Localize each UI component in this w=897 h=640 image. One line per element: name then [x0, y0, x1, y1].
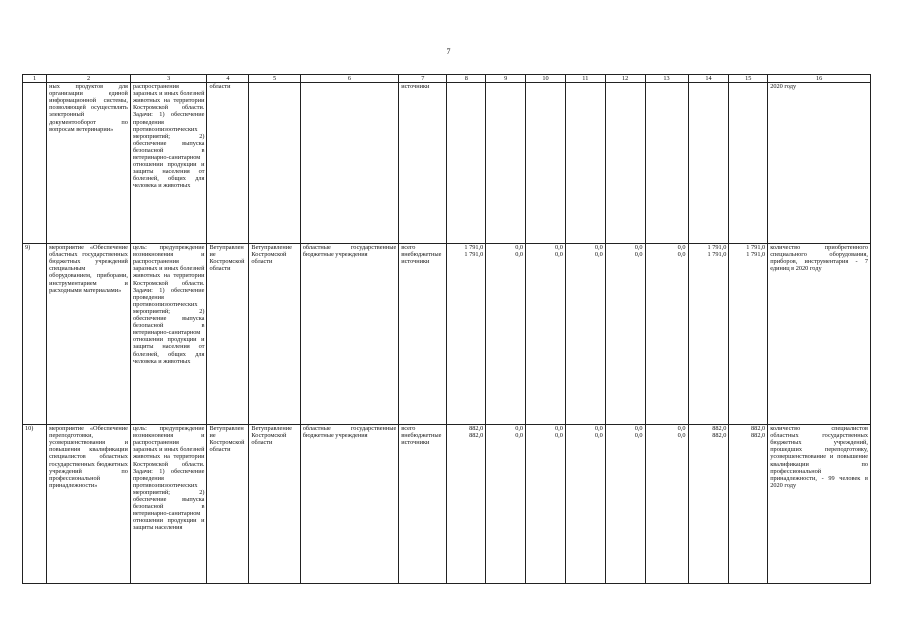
amount-cell	[565, 425, 605, 584]
amount-value: 882,0	[469, 432, 484, 440]
amount-total	[447, 425, 486, 584]
column-number: 13	[645, 75, 688, 83]
activity-name: ных продуктов для организации единой информационной системы, позволяющей осуществлять электронный документооборот по вопросам ветеринарии»	[47, 83, 131, 244]
funding-sources	[399, 83, 447, 244]
amount-value: 0,0	[555, 244, 563, 252]
amount-value: 0,0	[594, 251, 603, 259]
column-number-row	[23, 75, 871, 83]
page-number: 7	[446, 47, 451, 56]
column-number: 8	[447, 75, 486, 83]
amount-value: 0,0	[515, 244, 524, 252]
activity-goal: цель: предупреждение возникновения и распространения заразных и иных болезней животных на территории Костромской области. Задачи: 1) обеспечение проведения противоэпизоотических мероприятий; 2) обеспечение выпуска безопасной в ветеринарно-санитарном отношении продукции и защиты населения	[130, 425, 207, 584]
amount-cell	[605, 425, 645, 584]
amount-cell	[688, 425, 729, 584]
activity-name: мероприятие «Обеспечение областных государственных бюджетных учреждений специальным оборудованием, приборами, инструментарием и расходными материалами»	[47, 244, 131, 425]
source-label: внебюджетные источники	[401, 251, 442, 266]
recipient: областные государственные бюджетные учреждения	[300, 244, 399, 425]
amount-cell	[605, 83, 645, 244]
amount-cell	[605, 244, 645, 425]
participant: Ветуправление Костромской области	[249, 425, 300, 584]
source-label: всего	[401, 425, 416, 433]
amount-value: 0,0	[594, 244, 603, 252]
amount-cell	[447, 83, 486, 244]
amount-cell	[688, 83, 729, 244]
column-number: 14	[688, 75, 729, 83]
expected-result: количество приобретенного специального оборудования, приборов, инструментария - 7 единиц в 2020 году	[768, 244, 871, 425]
amount-value: 0,0	[677, 425, 686, 433]
amount-value: 882,0	[469, 425, 484, 433]
table-row	[23, 83, 871, 244]
amount-cell	[526, 425, 566, 584]
amount-value: 0,0	[634, 432, 643, 440]
row-number: 9)	[23, 244, 47, 425]
amount-value: 0,0	[515, 432, 524, 440]
amount-value: 882,0	[751, 432, 766, 440]
column-number: 10	[526, 75, 566, 83]
amount-value: 1 791,0	[707, 244, 727, 252]
column-number: 3	[130, 75, 207, 83]
amount-value: 0,0	[594, 425, 603, 433]
executor: области	[207, 83, 249, 244]
activity-goal: распространения заразных и иных болезней животных на территории Костромской области. Задачи: 1) обеспечение проведения противоэпизоотических мероприятий; 2) обеспечение выпуска безопасной в ветеринарно-санитарном отношении продукции и защиты населения от болезней, общих для человека и животных	[130, 83, 207, 244]
row-number	[23, 83, 47, 244]
amount-value: 1 791,0	[746, 251, 766, 259]
amount-total	[447, 244, 486, 425]
table-row	[23, 244, 871, 425]
amount-value: 0,0	[515, 425, 524, 433]
amount-cell	[526, 244, 566, 425]
amount-cell	[645, 244, 688, 425]
amount-value: 882,0	[712, 425, 727, 433]
column-number: 16	[768, 75, 871, 83]
amount-cell	[645, 425, 688, 584]
amount-value: 0,0	[515, 251, 524, 259]
amount-cell	[486, 83, 526, 244]
recipient: областные государственные бюджетные учреждения	[300, 425, 399, 584]
amount-value: 0,0	[634, 244, 643, 252]
amount-value: 1 791,0	[464, 244, 484, 252]
amount-value: 0,0	[594, 432, 603, 440]
activity-goal: цель: предупреждение возникновения и распространения заразных и иных болезней животных на территории Костромской области. Задачи: 1) обеспечение проведения противоэпизоотических мероприятий; 2) обеспечение выпуска безопасной в ветеринарно-санитарном отношении продукции и защиты населения от болезней, общих для человека и животных	[130, 244, 207, 425]
amount-value: 0,0	[634, 251, 643, 259]
expected-result: количество специалистов областных государственных бюджетных учреждений, прошедших переподготовку, усовершенствование и повышение квалификации по профессиональной принадлежности, - 99 человек в 2020 году	[768, 425, 871, 584]
amount-value: 882,0	[751, 425, 766, 433]
table-row	[23, 425, 871, 584]
amount-cell	[645, 83, 688, 244]
column-number: 7	[399, 75, 447, 83]
column-number: 12	[605, 75, 645, 83]
recipient	[300, 83, 399, 244]
amount-value: 1 791,0	[464, 251, 484, 259]
amount-value: 0,0	[555, 425, 563, 433]
amount-cell	[729, 244, 768, 425]
amount-value: 882,0	[712, 432, 727, 440]
column-number: 9	[486, 75, 526, 83]
amount-cell	[565, 83, 605, 244]
executor: Ветуправление Костромской области	[207, 244, 249, 425]
amount-value: 0,0	[634, 425, 643, 433]
amount-cell	[688, 244, 729, 425]
activity-name: мероприятие «Обеспечение переподготовки, усовершенствования и повышения квалификации специалистов областных государственных бюджетных учреждений по профессиональной принадлежности»	[47, 425, 131, 584]
amount-value: 1 791,0	[746, 244, 766, 252]
amount-value: 0,0	[677, 432, 686, 440]
amount-value: 0,0	[555, 432, 563, 440]
source-label: внебюджетные источники	[401, 432, 442, 447]
column-number: 2	[47, 75, 131, 83]
participant: Ветуправление Костромской области	[249, 244, 300, 425]
source-label: источники	[401, 83, 430, 91]
amount-value: 0,0	[555, 251, 563, 259]
column-number: 4	[207, 75, 249, 83]
row-number: 10)	[23, 425, 47, 584]
column-number: 11	[565, 75, 605, 83]
amount-value: 1 791,0	[707, 251, 727, 259]
amount-value: 0,0	[677, 244, 686, 252]
amount-cell	[729, 425, 768, 584]
program-activities-table	[22, 74, 871, 584]
amount-cell	[565, 244, 605, 425]
executor: Ветуправление Костромской области	[207, 425, 249, 584]
column-number: 5	[249, 75, 300, 83]
amount-cell	[486, 425, 526, 584]
source-label: всего	[401, 244, 416, 252]
participant	[249, 83, 300, 244]
amount-cell	[486, 244, 526, 425]
funding-sources	[399, 244, 447, 425]
amount-value: 0,0	[677, 251, 686, 259]
amount-cell	[729, 83, 768, 244]
column-number: 15	[729, 75, 768, 83]
column-number: 1	[23, 75, 47, 83]
amount-cell	[526, 83, 566, 244]
funding-sources	[399, 425, 447, 584]
expected-result: 2020 году	[768, 83, 871, 244]
column-number: 6	[300, 75, 399, 83]
